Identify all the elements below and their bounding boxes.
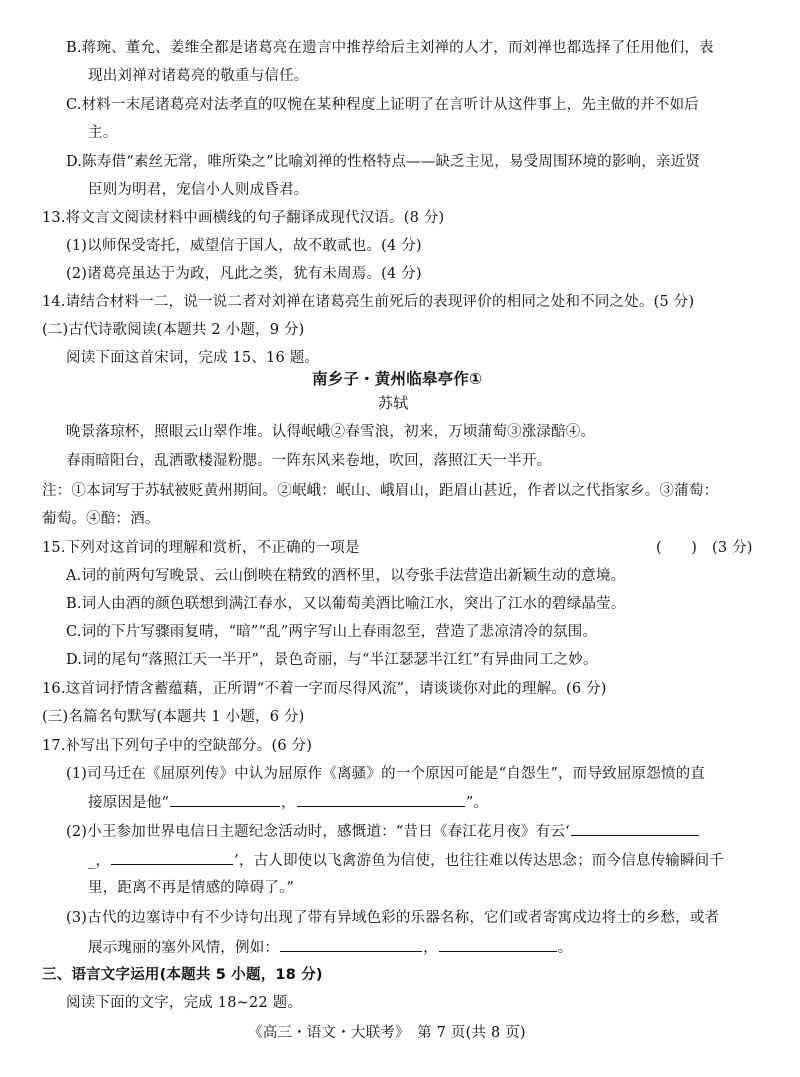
q12-option-d-line1: D.陈寿借“素丝无常，唯所染之”比喻刘禅的性格特点——缺乏主见，易受周围环境的影响，亲近贤 [66,154,701,170]
q15-answer-paren[interactable]: ( ) [656,540,698,556]
q17-item3-blank-1[interactable] [280,937,422,952]
q17-item1-line2 [88,792,488,813]
q17-item1-suffix: ”。 [465,795,489,811]
q15-option-a: A.词的前两句写晚景、云山倒映在精致的酒杯里，以夸张手法营造出新颖生动的意境。 [66,568,626,584]
q15-option-c: C.词的下片写骤雨复晴，“暗”“乱”两字写山上春雨忽至，营造了悲凉清冷的氛围。 [66,624,598,640]
q17-item3-suffix: 。 [557,940,573,956]
q17-item1-prefix: 接原因是他“ [88,795,170,811]
q17-item2-line3: 里，距离不再是情感的障碍了。” [88,880,295,896]
q13-item-2: (2)诸葛亮虽达于为政，凡此之类，犹有未周焉。(4 分) [66,266,422,282]
q17-item1-line1: (1)司马迁在《屈原列传》中认为屈原作《离骚》的一个原因可能是“自怨生”，而导致屈原怨愤的直 [66,766,706,782]
poem-author: 苏轼 [378,394,409,412]
q17-item3-line2 [88,937,573,958]
q15-option-b: B.词人由酒的颜色联想到满江春水，又以葡萄美酒比喻江水，突出了江水的碧绿晶莹。 [66,596,626,612]
q13-item-1: (1)以师保受寄托，威望信于国人，故不敢贰也。(4 分) [66,238,422,254]
page-footer: 《高三・语文・大联考》 第 7 页(共 8 页) [248,1025,526,1041]
q12-option-c-line1: C.材料一末尾诸葛亮对法孝直的叹惋在某种程度上证明了在言听计从这件事上，先主做的并不如后 [66,97,699,113]
q15-stem: 15.下列对这首词的理解和赏析，不正确的一项是 [42,540,360,556]
q17-item2-line2 [88,850,724,871]
poem-line-2: 春雨暗阳台，乱洒歌楼湿粉腮。一阵东风来卷地，吹回，落照江天一半开。 [66,453,552,469]
q17-item2-line1 [66,821,700,842]
q17-item2-suffix: ’，古人即使以飞禽游鱼为信使，也往往难以传达思念；而今信息传输瞬间千 [234,853,725,869]
q14-stem: 14.请结合材料一二，说一说二者对刘禅在诸葛亮生前死后的表现评价的相同之处和不同之处。(5 分) [42,294,695,310]
q17-item2-cont: _， [88,853,111,869]
q12-option-b-line1: B.蒋琬、董允、姜维全都是诸葛亮在遗言中推荐给后主刘禅的人才，而刘禅也都选择了任用他们，表 [66,40,714,56]
section-poetry-intro: 阅读下面这首宋词，完成 15、16 题。 [66,350,320,366]
q17-item2-prefix: (2)小王参加世界电信日主题纪念活动时，感慨道：“昔日《春江花月夜》有云‘ [66,824,570,840]
q17-item3-prefix: 展示瑰丽的塞外风情，例如： [88,940,280,956]
q17-item1-blank-1[interactable] [170,792,280,807]
poem-line-1: 晚景落琼杯，照眼云山翠作堆。认得岷峨②春雪浪，初来，万顷蒲萄③涨渌醅④。 [66,424,596,440]
q15-score: (3 分) [712,540,753,556]
q12-option-b-line2: 现出刘禅对诸葛亮的敬重与信任。 [88,68,309,84]
q12-option-c-line2: 主。 [88,125,118,141]
poem-notes-line1: 注：①本词写于苏轼被贬黄州期间。②岷峨：岷山、峨眉山，距眉山甚近，作者以之代指家乡。③蒲萄： [42,483,719,499]
q12-option-d-line2: 臣则为明君，宠信小人则成昏君。 [88,182,309,198]
poem-title: 南乡子・黄州临皋亭作① [312,370,483,388]
q17-item2-blank-2[interactable] [111,850,233,865]
poem-notes-line2: 葡萄。④醅：酒。 [42,511,160,527]
q17-item1-sep: ， [281,795,296,811]
q15-option-d: D.词的尾句“落照江天一半开”，景色奇丽，与“半江瑟瑟半江红”有异曲同工之妙。 [66,652,598,668]
section-poetry-header: (二)古代诗歌阅读(本题共 2 小题，9 分) [42,322,305,338]
q17-item3-blank-2[interactable] [439,937,557,952]
q13-stem: 13.将文言文阅读材料中画横线的句子翻译成现代汉语。(8 分) [42,210,445,226]
q17-item1-blank-2[interactable] [297,792,465,807]
q16-stem: 16.这首词抒情含蓄蕴藉，正所谓“不着一字而尽得风流”，请谈谈你对此的理解。(6 分) [42,681,607,697]
section-language-intro: 阅读下面的文字，完成 18~22 题。 [66,995,303,1011]
q17-item3-line1: (3)古代的边塞诗中有不少诗句出现了带有异域色彩的乐器名称，它们或者寄寓戍边将士的乡愁，或者 [66,910,720,926]
q17-item3-sep: ， [423,940,438,956]
section-dictation-header: (三)名篇名句默写(本题共 1 小题，6 分) [42,709,305,725]
q17-stem: 17.补写出下列句子中的空缺部分。(6 分) [42,738,313,754]
section-language-header: 三、语言文字运用(本题共 5 小题，18 分) [42,967,323,983]
q17-item2-blank-1[interactable] [571,821,699,836]
